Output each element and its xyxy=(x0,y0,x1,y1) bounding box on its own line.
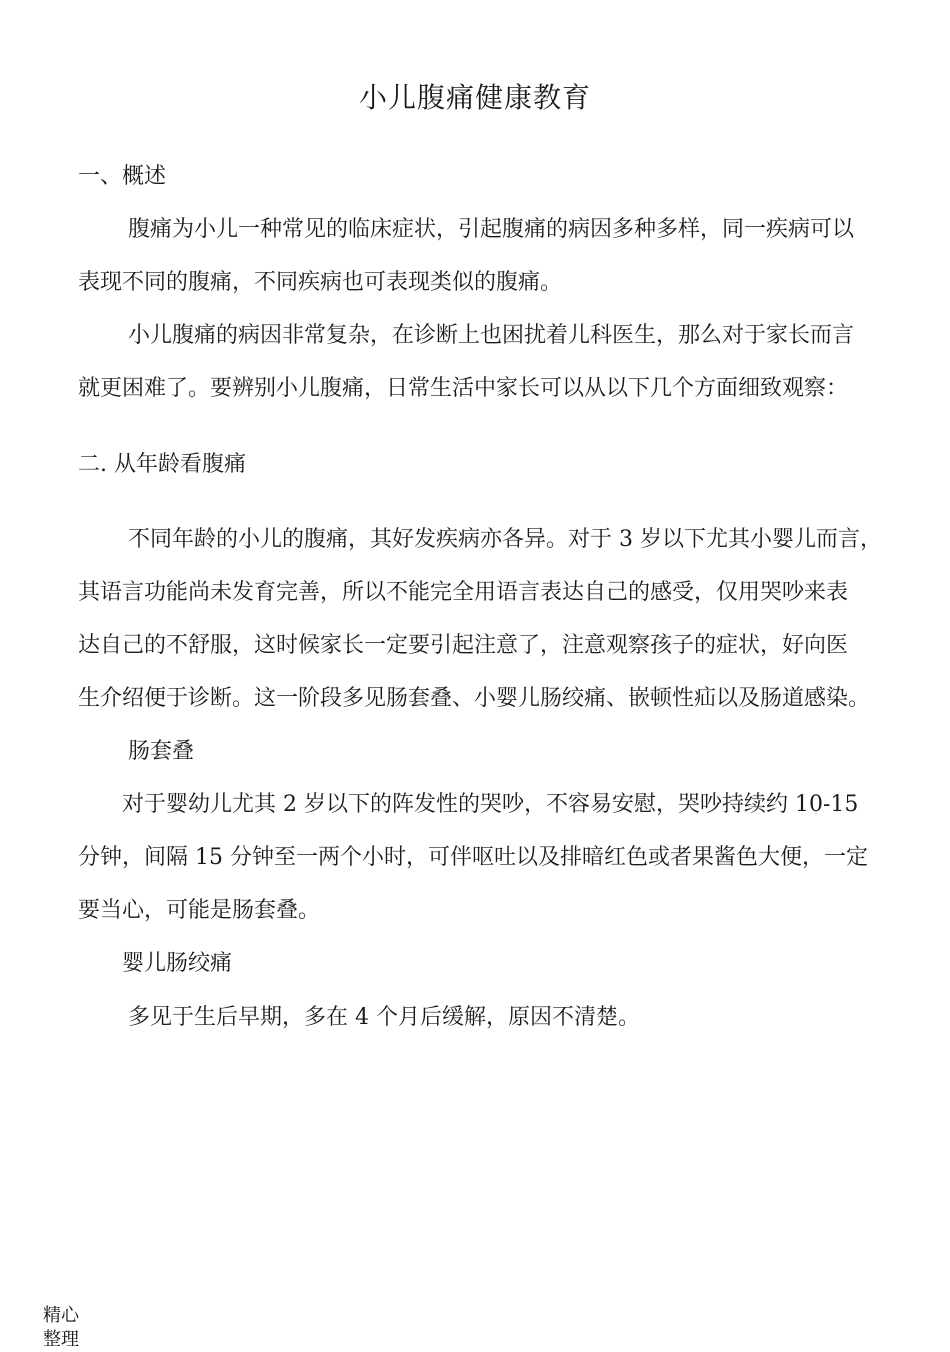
section-heading-overview: 一、概述 xyxy=(78,164,167,189)
paragraph-line: 多见于生后早期，多在 4 个月后缓解，原因不清楚。 xyxy=(128,1005,640,1030)
paragraph-line: 达自己的不舒服，这时候家长一定要引起注意了，注意观察孩子的症状，好向医 xyxy=(78,633,849,658)
subheading-intussusception: 肠套叠 xyxy=(128,739,195,764)
paragraph-line: 分钟，间隔 15 分钟至一两个小时，可伴呕吐以及排暗红色或者果酱色大便，一定 xyxy=(78,845,868,870)
footer-note xyxy=(43,1304,79,1352)
paragraph-line: 表现不同的腹痛，不同疾病也可表现类似的腹痛。 xyxy=(78,270,563,295)
paragraph-line: 小儿腹痛的病因非常复杂，在诊断上也困扰着儿科医生，那么对于家长而言 xyxy=(128,323,855,348)
paragraph-line: 对于婴幼儿尤其 2 岁以下的阵发性的哭吵，不容易安慰，哭吵持续约 10-15 xyxy=(122,792,859,817)
paragraph-line: 其语言功能尚未发育完善，所以不能完全用语言表达自己的感受，仅用哭吵来表 xyxy=(78,580,849,605)
section-heading-age: 二. 从年龄看腹痛 xyxy=(78,452,246,477)
paragraph-line: 要当心，可能是肠套叠。 xyxy=(78,898,321,923)
paragraph-line: 腹痛为小儿一种常见的临床症状，引起腹痛的病因多种多样，同一疾病可以 xyxy=(128,217,855,242)
page-title: 小儿腹痛健康教育 xyxy=(358,81,591,114)
footer-line: 整理 xyxy=(43,1329,79,1350)
paragraph-line: 就更困难了。要辨别小儿腹痛，日常生活中家长可以从以下几个方面细致观察： xyxy=(78,376,849,401)
paragraph-line: 生介绍便于诊断。这一阶段多见肠套叠、小婴儿肠绞痛、嵌顿性疝以及肠道感染。 xyxy=(78,686,871,711)
paragraph-line: 不同年龄的小儿的腹痛，其好发疾病亦各异。对于 3 岁以下尤其小婴儿而言， xyxy=(128,527,882,552)
subheading-infant-colic: 婴儿肠绞痛 xyxy=(122,951,233,976)
footer-line: 精心 xyxy=(43,1305,79,1326)
